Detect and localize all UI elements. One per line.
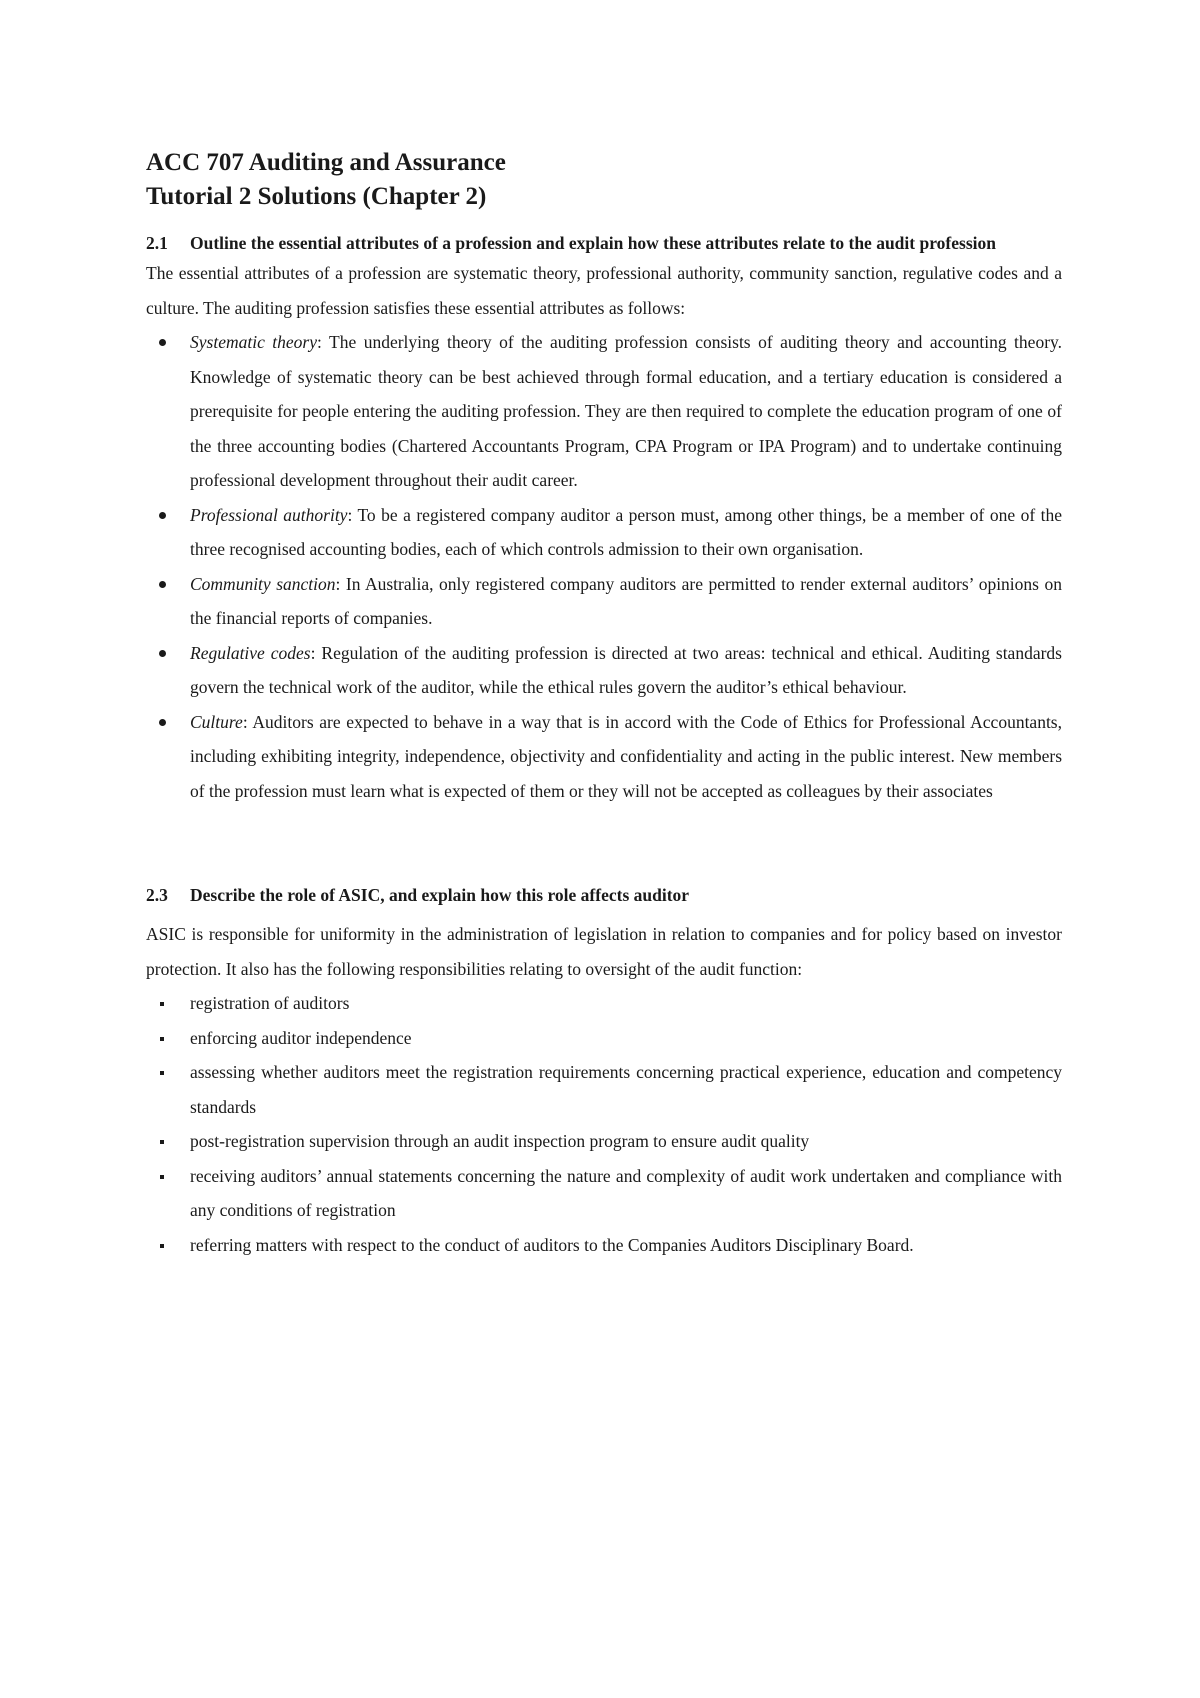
bullet-icon [159, 581, 166, 588]
list-item [146, 567, 1062, 636]
asic-responsibilities-list [146, 986, 1062, 1262]
bullet-icon [160, 1244, 164, 1248]
list-item: referring matters with respect to the conduct of auditors to the Companies Auditors Disciplinary Board. [146, 1228, 1062, 1263]
attribute-term: Culture [190, 711, 243, 732]
question-2-1-heading [146, 232, 1062, 255]
attribute-term: Professional authority [190, 504, 348, 525]
bullet-icon [159, 650, 166, 657]
attribute-term: Community sanction [190, 573, 336, 594]
attribute-text: : In Australia, only registered company auditors are permitted to render external auditors’ opinions on the financial reports of companies. [190, 573, 1062, 628]
question-2-3-intro: ASIC is responsible for uniformity in the administration of legislation in relation to companies and for policy based on investor protection. It also has the following responsibilities relating to oversight of the audit function: [146, 924, 1062, 979]
attribute-text: : Auditors are expected to behave in a way that is in accord with the Code of Ethics for Professional Accountants, including exhibiting integrity, independence, objectivity and confidentiality and acting in the public interest. New members of the profession must learn what is expected of them or they will not be accepted as colleagues by their associates [190, 711, 1062, 801]
attribute-text: : Regulation of the auditing profession is directed at two areas: technical and ethical. Auditing standards govern the technical work of the auditor, while the ethical rules govern the auditor’s ethical behaviour. [190, 642, 1062, 697]
list-item: receiving auditors’ annual statements concerning the nature and complexity of audit work undertaken and compliance with any conditions of registration [146, 1159, 1062, 1228]
document-subtitle: Tutorial 2 Solutions (Chapter 2) [146, 183, 487, 210]
list-item: assessing whether auditors meet the registration requirements concerning practical experience, education and competency standards [146, 1055, 1062, 1124]
bullet-icon [159, 339, 166, 346]
attribute-term: Regulative codes [190, 642, 311, 663]
list-item: registration of auditors [146, 986, 1062, 1021]
attribute-term: Systematic theory [190, 332, 318, 352]
bullet-icon [160, 1175, 164, 1179]
attributes-list [146, 325, 1062, 808]
list-item [146, 498, 1062, 567]
question-text: Outline the essential attributes of a profession and explain how these attributes relate to the audit profession [190, 233, 996, 253]
attribute-text: : To be a registered company auditor a person must, among other things, be a member of one of the three recognised accounting bodies, each of which controls admission to their own organisation. [190, 504, 1062, 559]
list-item [146, 325, 1062, 498]
bullet-icon [160, 1071, 164, 1075]
bullet-icon [159, 719, 166, 726]
list-item: post-registration supervision through an audit inspection program to ensure audit quality [146, 1124, 1062, 1159]
question-2-1-intro: The essential attributes of a profession are systematic theory, professional authority, community sanction, regulative codes and a culture. The auditing profession satisfies these essential attributes as follows: [146, 263, 1062, 318]
bullet-icon [159, 512, 166, 519]
list-item [146, 636, 1062, 705]
bullet-icon [160, 1037, 164, 1041]
list-item [146, 705, 1062, 809]
question-number: 2.3 [146, 885, 168, 905]
question-2-3-heading [146, 884, 1062, 907]
question-number: 2.1 [146, 233, 168, 253]
bullet-icon [160, 1002, 164, 1006]
document-title: ACC 707 Auditing and Assurance [146, 149, 506, 176]
list-item: enforcing auditor independence [146, 1021, 1062, 1056]
question-text: Describe the role of ASIC, and explain how this role affects auditor [190, 885, 690, 905]
document-page [146, 146, 1062, 1262]
attribute-text: : The underlying theory of the auditing profession consists of auditing theory and accounting theory. Knowledge of systematic theory can be best achieved through formal education, and a tertiary education is considered a prerequisite for people entering the auditing profession. They are then required to complete the education program of one of the three accounting bodies (Chartered Accountants Program, CPA Program or IPA Program) and to undertake continuing professional development throughout their audit career. [190, 332, 1063, 490]
bullet-icon [160, 1140, 164, 1144]
